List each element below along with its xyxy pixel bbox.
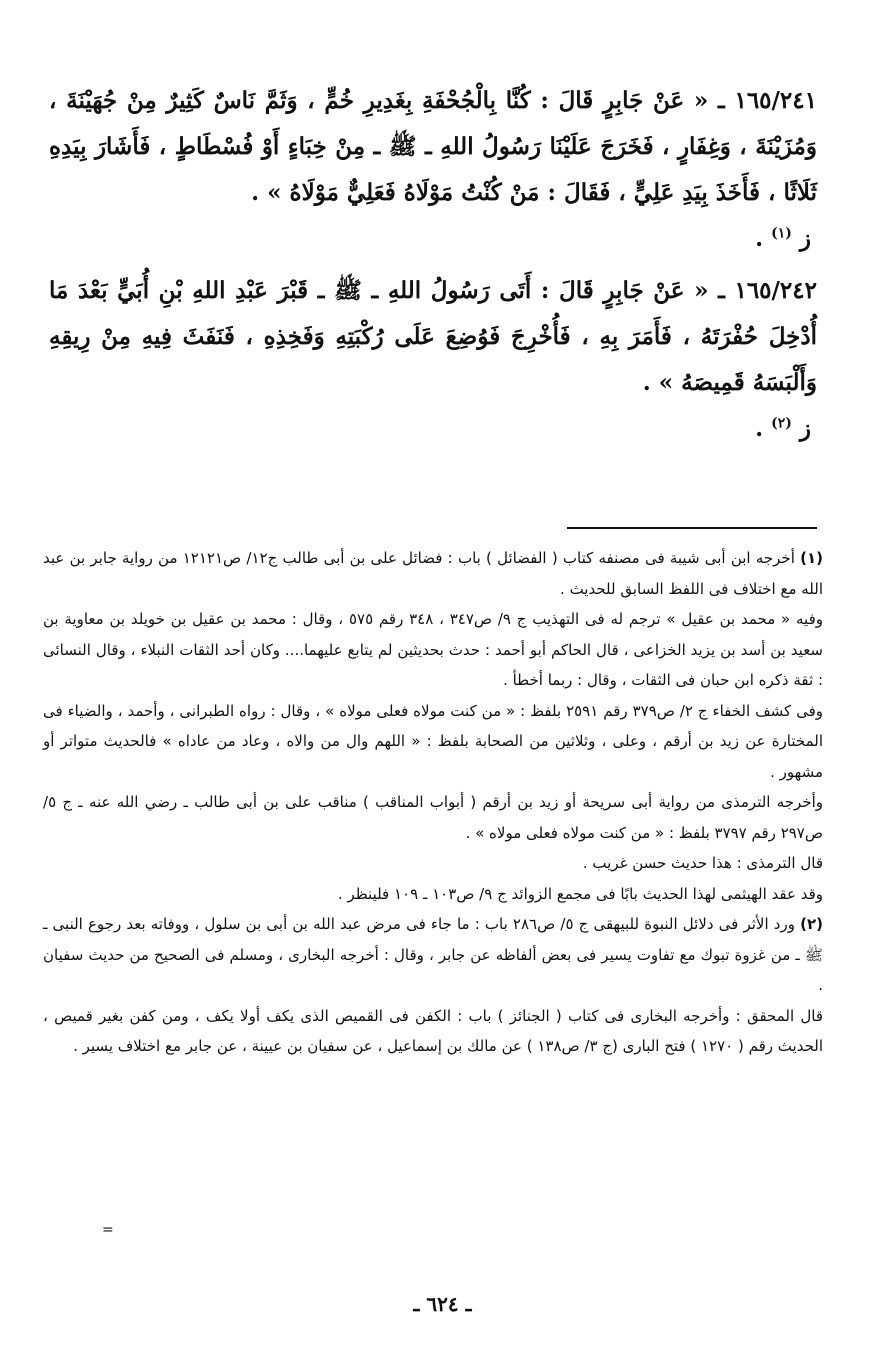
- hadith-number: ١٦٥/٢٤٢ ـ: [718, 277, 817, 304]
- footnote-text: ورد الأثر فى دلائل النبوة للبيهقى ج ٥/ ص٢٨٦ باب : ما جاء فى مرض عبد الله بن أبى بن سلول ، ووفاته بعد رجوع النبى ـ ﷺ ـ من غزوة تبوك مع تفاوت يسير فى بعض ألفاظه عن جابر ، وقال : أخرجه البخارى ، ومسلم فى الصحيح من حديث سفيان .: [43, 915, 823, 994]
- footnote-ref: (١): [771, 225, 792, 242]
- footnote-1-para-2: وفيه « محمد بن عقيل » ترجم له فى التهذيب ج ٩/ ص٣٤٧ ، ٣٤٨ رقم ٥٧٥ ، وقال : محمد بن عقيل بن خويلد بن معاوية بن سعيد بن أسد بن يزيد الخزاعى ، قال الحاكم أبو أحمد : حدث بحديثين لم يتابع عليهما.... وكان أحد الثقات النبلاء ، وقال النسائى : ثقة ذكره ابن حبان فى الثقات ، وقال : ربما أخطأ .: [43, 610, 823, 689]
- footnote-2-para-1: [43, 909, 823, 1001]
- footnote-separator: [567, 527, 817, 529]
- footnote-marker: (١): [800, 549, 823, 567]
- source-letter: ز: [799, 415, 811, 442]
- footnotes-section: [43, 543, 823, 1062]
- footnote-1-para-3: وفى كشف الخفاء ج ٢/ ص٣٧٩ رقم ٢٥٩١ بلفظ : « من كنت مولاه فعلى مولاه » ، وقال : رواه الطبرانى ، وأحمد ، والضياء فى المختارة عن زيد بن أرقم ، وعلى ، وثلاثين من الصحابة بلفظ : « اللهم وال من والاه ، وعاد من عاداه » فالحديث متواتر أو مشهور .: [43, 701, 823, 781]
- footnote-1-para-6: وقد عقد الهيثمى لهذا الحديث بابًا فى مجمع الزوائد ج ٩/ ص١٠٣ ـ ١٠٩ فلينظر .: [337, 884, 823, 903]
- footnote-1-para-4: وأخرجه الترمذى من رواية أبى سريحة أو زيد بن أرقم ( أبواب المناقب ) مناقب على بن أبى طالب ـ رضي الله عنه ـ ج ٥/ ص٢٩٧ رقم ٣٧٩٧ بلفظ : « من كنت مولاه فعلى مولاه » .: [43, 793, 823, 842]
- hadith-source-mark: ز $^{(٢)}$ .: [755, 415, 811, 442]
- hadith-number: ١٦٥/٢٤١ ـ: [718, 87, 817, 114]
- stray-mark: =: [102, 1222, 114, 1238]
- hadith-241: [49, 78, 817, 216]
- hadith-source-mark: ز $^{(١)}$ .: [755, 225, 811, 252]
- footnote-marker: (٢): [800, 915, 823, 933]
- footnote-1-para-1: [43, 543, 823, 604]
- hadith-text: « عَنْ جَابِرٍ قَالَ : كُنَّا بِالْجُحْفَةِ بِغَدِيرِ خُمٍّ ، وَثَمَّ نَاسٌ كَثِيرٌ مِنْ جُهَيْنَةَ ، وَمُزَيْنَةَ ، وَغِفَارٍ ، فَخَرَجَ عَلَيْنَا رَسُولُ اللهِ ـ ﷺ ـ مِنْ خِبَاءٍ أَوْ فُسْطَاطٍ ، فَأَشَارَ بِيَدِهِ ثَلَاثًا ، فَأَخَذَ بِيَدِ عَلِيٍّ ، فَقَالَ : مَنْ كُنْتُ مَوْلَاهُ فَعَلِيٌّ مَوْلَاهُ » .: [49, 87, 817, 206]
- footnote-ref: (٢): [771, 415, 792, 432]
- hadith-242: [49, 268, 817, 406]
- footnote-1-para-5: قال الترمذى : هذا حديث حسن غريب .: [582, 854, 823, 872]
- hadith-text: « عَنْ جَابِرٍ قَالَ : أَتَى رَسُولُ اللهِ ـ ﷺ ـ قَبْرَ عَبْدِ اللهِ بْنِ أُبَيٍّ بَعْدَ مَا أُدْخِلَ حُفْرَتَهُ ، فَأَمَرَ بِهِ ، فَأُخْرِجَ فَوُضِعَ عَلَى رُكْبَتِهِ وَفَخِذِهِ ، فَنَفَثَ فِيهِ مِنْ رِيقِهِ وَأَلْبَسَهُ قَمِيصَهُ » .: [49, 277, 817, 396]
- footnote-text: أخرجه ابن أبى شيبة فى مصنفه كتاب ( الفضائل ) باب : فضائل على بن أبى طالب ج١٢/ ص١٢١٢١ من رواية جابر بن عبد الله مع اختلاف فى اللفظ السابق للحديث .: [43, 549, 823, 598]
- source-letter: ز: [799, 225, 811, 252]
- footnote-2-para-2: قال المحقق : وأخرجه البخارى فى كتاب ( الجنائز ) باب : الكفن فى القميص الذى يكف أولا يكف ، ومن كفن بغير قميص ، الحديث رقم ( ١٢٧٠ ) فتح البارى (ج ٣/ ص١٣٨ ) عن مالك بن إسماعيل ، عن سفيان بن عيينة ، عن جابر مع اختلاف يسير .: [43, 1006, 823, 1055]
- main-text-block: [49, 78, 817, 458]
- page-number: ـ ٦٢٤ ـ: [413, 1292, 472, 1316]
